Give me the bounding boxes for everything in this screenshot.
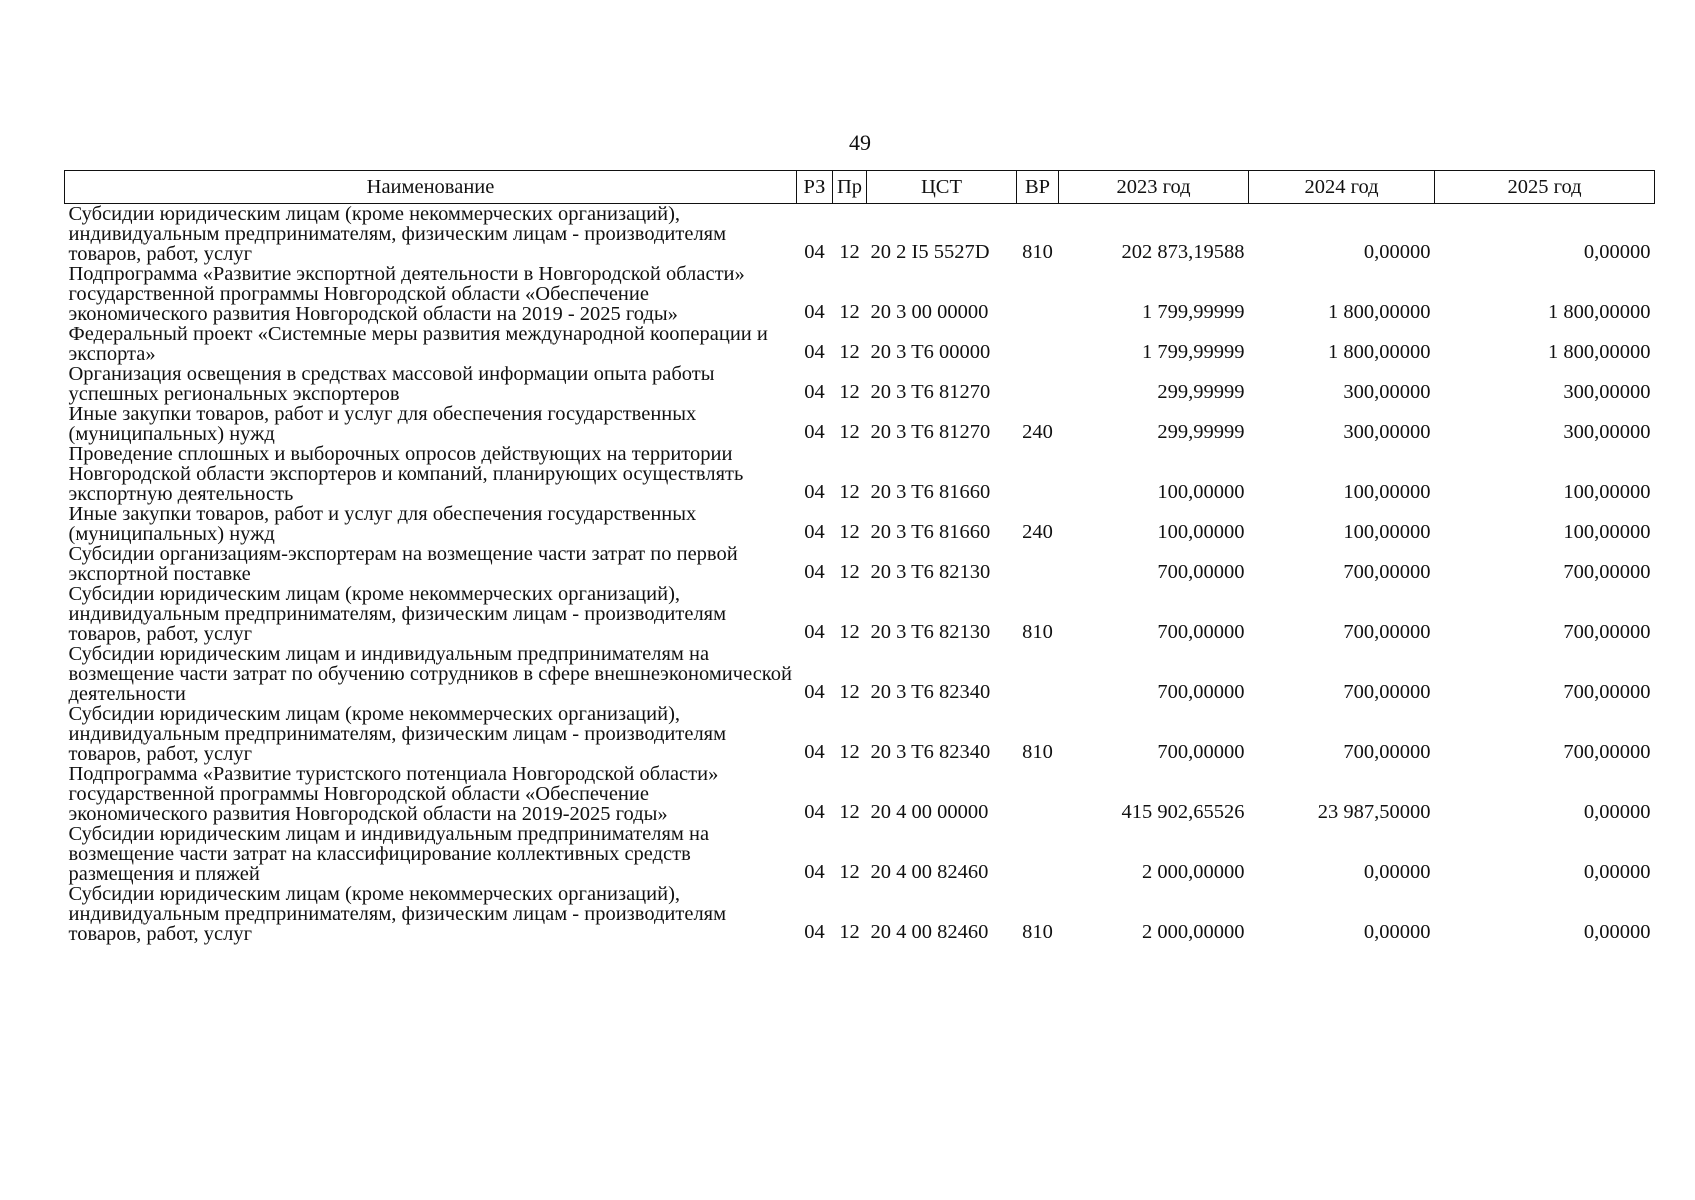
row-2023: 100,00000: [1157, 521, 1245, 543]
row-2024: 0,00000: [1363, 921, 1431, 943]
row-vr: 810: [1022, 741, 1053, 763]
row-2023: 700,00000: [1157, 621, 1245, 643]
row-2023: 202 873,19588: [1121, 241, 1245, 263]
row-cst: 20 3 T6 82130: [870, 561, 991, 583]
row-cst: 20 3 T6 81660: [870, 521, 991, 543]
row-cst: 20 3 T6 82130: [870, 621, 991, 643]
table-row: [65, 204, 1655, 265]
row-2023: 1 799,99999: [1142, 301, 1245, 323]
header-cst: ЦСТ: [867, 171, 1017, 204]
table-header-row: [65, 171, 1655, 204]
row-pr: 12: [839, 341, 860, 363]
row-2023: 700,00000: [1157, 741, 1245, 763]
row-2024: 700,00000: [1343, 681, 1431, 703]
row-cst: 20 4 00 82460: [870, 921, 989, 943]
row-2023: 299,99999: [1157, 381, 1245, 403]
row-2025: 1 800,00000: [1548, 341, 1651, 363]
row-name: Проведение сплошных и выборочных опросов действующих на территории Новгородской области экспортеров и компаний, планирующих осуществлять экспортную деятельность: [68, 443, 744, 505]
row-pr: 12: [839, 741, 860, 763]
row-2024: 1 800,00000: [1328, 301, 1431, 323]
row-vr: [1017, 644, 1059, 704]
row-2023: 1 799,99999: [1142, 341, 1245, 363]
row-2025: 700,00000: [1563, 621, 1651, 643]
row-name: Субсидии организациям-экспортерам на возмещение части затрат по первой экспортной поставке: [68, 543, 738, 585]
row-rz: 04: [804, 381, 825, 403]
row-name: Федеральный проект «Системные меры развития международной кооперации и экспорта»: [68, 323, 768, 365]
row-rz: 04: [804, 561, 825, 583]
row-rz: 04: [804, 241, 825, 263]
row-2025: 100,00000: [1563, 481, 1651, 503]
row-vr: [1017, 264, 1059, 324]
row-rz: 04: [804, 341, 825, 363]
row-rz: 04: [804, 921, 825, 943]
row-2023: 299,99999: [1157, 421, 1245, 443]
row-pr: 12: [839, 561, 860, 583]
row-2025: 300,00000: [1563, 381, 1651, 403]
row-2024: 100,00000: [1343, 481, 1431, 503]
row-rz: 04: [804, 741, 825, 763]
row-pr: 12: [839, 241, 860, 263]
row-cst: 20 4 00 00000: [870, 801, 989, 823]
row-cst: 20 3 00 00000: [870, 301, 989, 323]
row-2025: 700,00000: [1563, 561, 1651, 583]
row-name: Субсидии юридическим лицам и индивидуальным предпринимателям на возмещение части затрат по обучению сотрудников в сфере внешнеэкономической деятельности: [68, 643, 792, 705]
table-row: [65, 364, 1655, 404]
row-2023: 100,00000: [1157, 481, 1245, 503]
page-number: 49: [849, 130, 871, 155]
row-pr: 12: [839, 421, 860, 443]
row-name: Субсидии юридическим лицам (кроме некоммерческих организаций), индивидуальным предпринимателям, физическим лицам - производителям товаров, работ, услуг: [68, 583, 727, 645]
row-2025: 0,00000: [1583, 801, 1651, 823]
budget-table: [64, 170, 1655, 944]
row-2024: 700,00000: [1343, 741, 1431, 763]
row-name: Подпрограмма «Развитие туристского потенциала Новгородской области» государственной программы Новгородской области «Обеспечение экономического развития Новгородской области на 2019-2025 годы»: [68, 763, 719, 825]
row-rz: 04: [804, 861, 825, 883]
row-rz: 04: [804, 301, 825, 323]
row-2023: 700,00000: [1157, 561, 1245, 583]
row-name: Субсидии юридическим лицам (кроме некоммерческих организаций), индивидуальным предпринимателям, физическим лицам - производителям товаров, работ, услуг: [68, 883, 727, 945]
row-2025: 100,00000: [1563, 521, 1651, 543]
row-cst: 20 3 T6 82340: [870, 681, 991, 703]
row-vr: [1017, 444, 1059, 504]
row-2024: 23 987,50000: [1317, 801, 1431, 823]
table-row: [65, 324, 1655, 364]
header-name: Наименование: [65, 171, 797, 204]
row-name: Иные закупки товаров, работ и услуг для обеспечения государственных (муниципальных) нужд: [68, 403, 697, 445]
row-rz: 04: [804, 521, 825, 543]
row-vr: [1017, 324, 1059, 364]
table-row: [65, 644, 1655, 704]
row-2025: 0,00000: [1583, 921, 1651, 943]
row-vr: 810: [1022, 921, 1053, 943]
row-2025: 700,00000: [1563, 681, 1651, 703]
row-2024: 100,00000: [1343, 521, 1431, 543]
table-row: [65, 824, 1655, 884]
row-vr: 240: [1022, 421, 1053, 443]
row-2024: 0,00000: [1363, 241, 1431, 263]
row-2023: 700,00000: [1157, 681, 1245, 703]
row-vr: [1017, 824, 1059, 884]
row-vr: [1017, 764, 1059, 824]
table-row: [65, 584, 1655, 644]
row-name: Субсидии юридическим лицам и индивидуальным предпринимателям на возмещение части затрат на классифицирование коллективных средств размещения и пляжей: [68, 823, 710, 885]
table-row: [65, 404, 1655, 444]
row-pr: 12: [839, 301, 860, 323]
row-cst: 20 3 T6 81660: [870, 481, 991, 503]
table-row: [65, 264, 1655, 324]
row-vr: [1017, 364, 1059, 404]
row-rz: 04: [804, 421, 825, 443]
row-2025: 1 800,00000: [1548, 301, 1651, 323]
header-pr: Пр: [833, 171, 867, 204]
table-row: [65, 884, 1655, 944]
row-cst: 20 3 T6 81270: [870, 381, 991, 403]
row-pr: 12: [839, 681, 860, 703]
row-cst: 20 3 T6 81270: [870, 421, 991, 443]
header-2023: 2023 год: [1059, 171, 1249, 204]
row-2023: 415 902,65526: [1121, 801, 1245, 823]
row-2025: 0,00000: [1583, 241, 1651, 263]
header-vr: ВР: [1017, 171, 1059, 204]
row-2025: 0,00000: [1583, 861, 1651, 883]
row-2025: 700,00000: [1563, 741, 1651, 763]
row-2024: 700,00000: [1343, 561, 1431, 583]
row-name: Организация освещения в средствах массовой информации опыта работы успешных региональных экспортеров: [68, 363, 715, 405]
table-row: [65, 544, 1655, 584]
table-row: [65, 504, 1655, 544]
row-pr: 12: [839, 381, 860, 403]
row-rz: 04: [804, 681, 825, 703]
row-vr: 810: [1022, 241, 1053, 263]
row-cst: 20 3 T6 00000: [870, 341, 991, 363]
row-pr: 12: [839, 521, 860, 543]
table-row: [65, 764, 1655, 824]
row-pr: 12: [839, 801, 860, 823]
table-row: [65, 704, 1655, 764]
row-2024: 300,00000: [1343, 421, 1431, 443]
row-cst: 20 3 T6 82340: [870, 741, 991, 763]
row-rz: 04: [804, 481, 825, 503]
row-2025: 300,00000: [1563, 421, 1651, 443]
header-2025: 2025 год: [1435, 171, 1655, 204]
header-rz: РЗ: [797, 171, 833, 204]
row-2024: 0,00000: [1363, 861, 1431, 883]
row-pr: 12: [839, 861, 860, 883]
row-rz: 04: [804, 801, 825, 823]
row-2024: 700,00000: [1343, 621, 1431, 643]
row-name: Подпрограмма «Развитие экспортной деятельности в Новгородской области» государственной программы Новгородской области «Обеспечение экономического развития Новгородской области на 2019 - 2025 годы»: [68, 263, 745, 325]
table-row: [65, 444, 1655, 504]
row-2023: 2 000,00000: [1142, 861, 1245, 883]
row-pr: 12: [839, 481, 860, 503]
header-2024: 2024 год: [1249, 171, 1435, 204]
row-2023: 2 000,00000: [1142, 921, 1245, 943]
row-cst: 20 4 00 82460: [870, 861, 989, 883]
row-cst: 20 2 I5 5527D: [870, 241, 990, 263]
row-2024: 300,00000: [1343, 381, 1431, 403]
row-rz: 04: [804, 621, 825, 643]
row-vr: [1017, 544, 1059, 584]
row-pr: 12: [839, 921, 860, 943]
row-vr: 240: [1022, 521, 1053, 543]
row-name: Субсидии юридическим лицам (кроме некоммерческих организаций), индивидуальным предпринимателям, физическим лицам - производителям товаров, работ, услуг: [68, 203, 727, 265]
row-2024: 1 800,00000: [1328, 341, 1431, 363]
row-name: Иные закупки товаров, работ и услуг для обеспечения государственных (муниципальных) нужд: [68, 503, 697, 545]
row-pr: 12: [839, 621, 860, 643]
row-name: Субсидии юридическим лицам (кроме некоммерческих организаций), индивидуальным предпринимателям, физическим лицам - производителям товаров, работ, услуг: [68, 703, 727, 765]
row-vr: 810: [1022, 621, 1053, 643]
